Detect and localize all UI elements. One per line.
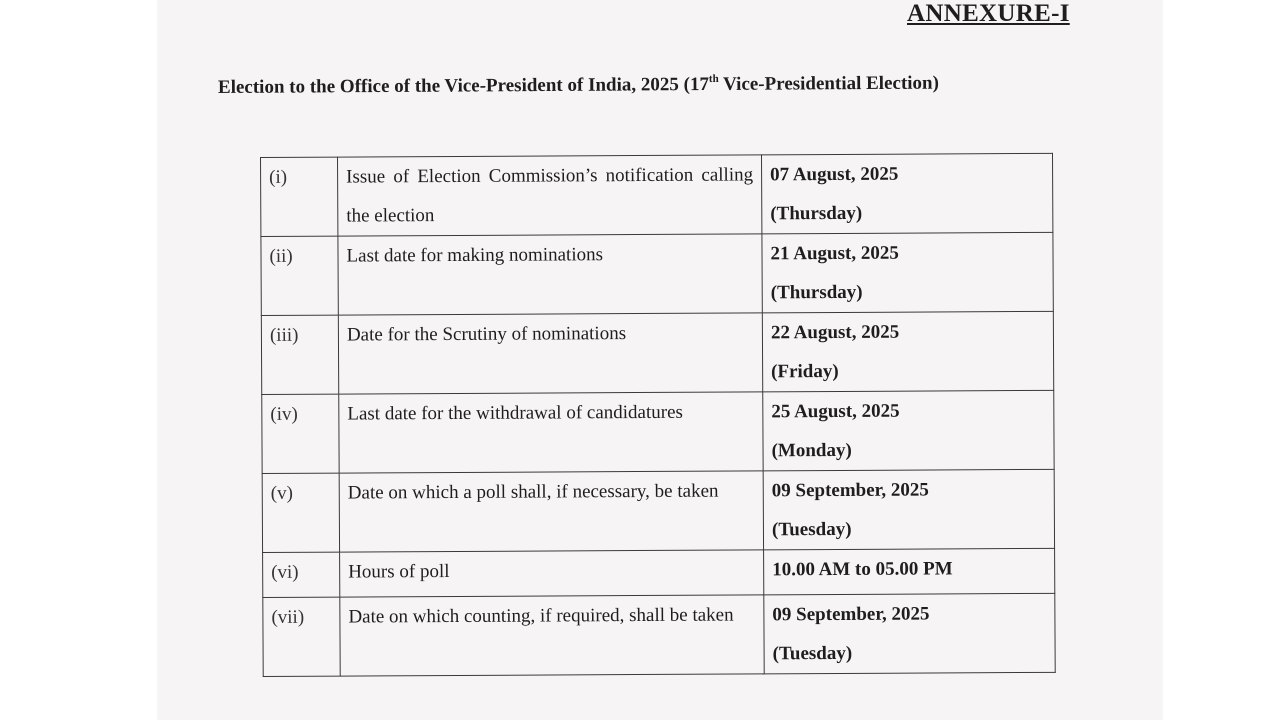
table-row xyxy=(263,593,1055,676)
serial-number: (iv) xyxy=(262,394,339,473)
event-description: Last date for making nominations xyxy=(338,234,762,315)
schedule-date-cell xyxy=(761,153,1052,234)
table-row xyxy=(261,311,1053,394)
table-row xyxy=(262,469,1054,552)
event-description: Issue of Election Commission’s notification calling the election xyxy=(338,155,762,236)
serial-number: (vi) xyxy=(263,552,340,597)
annexure-label: ANNEXURE-I xyxy=(907,0,1070,27)
schedule-day: (Tuesday) xyxy=(771,518,852,541)
schedule-date: 09 September, 2025 xyxy=(772,603,930,626)
schedule-day: (Monday) xyxy=(771,439,852,462)
schedule-day: (Friday) xyxy=(771,360,839,383)
election-schedule-table xyxy=(260,153,1056,677)
schedule-date-cell xyxy=(763,390,1054,471)
heading-text-end: Vice-Presidential Election) xyxy=(718,72,939,95)
table-row xyxy=(261,153,1053,236)
schedule-day: (Thursday) xyxy=(770,281,863,304)
heading-text: Election to the Office of the Vice-President of India, 2025 (17 xyxy=(217,74,709,98)
schedule-date: 09 September, 2025 xyxy=(771,479,929,502)
schedule-date: 07 August, 2025 xyxy=(770,163,899,186)
table-row xyxy=(262,390,1054,473)
schedule-date-cell xyxy=(764,548,1055,595)
schedule-day: (Thursday) xyxy=(770,202,863,225)
schedule-date: 25 August, 2025 xyxy=(771,400,900,423)
event-description: Hours of poll xyxy=(340,550,764,597)
table-row xyxy=(263,548,1055,597)
schedule-date-cell xyxy=(762,232,1053,313)
serial-number: (i) xyxy=(261,157,338,236)
schedule-date-cell xyxy=(764,593,1055,674)
event-description: Date for the Scrutiny of nominations xyxy=(338,313,762,394)
document-heading xyxy=(218,70,1098,101)
table-row xyxy=(261,232,1053,315)
schedule-date: 10.00 AM to 05.00 PM xyxy=(772,558,953,581)
serial-number: (vii) xyxy=(263,597,340,676)
event-description: Date on which counting, if required, shall be taken xyxy=(340,595,764,676)
schedule-day: (Tuesday) xyxy=(772,642,853,665)
schedule-date: 22 August, 2025 xyxy=(770,321,900,344)
serial-number: (v) xyxy=(262,473,339,552)
schedule-date: 21 August, 2025 xyxy=(770,242,899,265)
event-description: Last date for the withdrawal of candidatures xyxy=(339,392,763,473)
schedule-date-cell xyxy=(762,311,1053,392)
serial-number: (iii) xyxy=(261,315,338,394)
heading-ordinal-suffix: th xyxy=(708,72,719,86)
schedule-date-cell xyxy=(763,469,1054,550)
event-description: Date on which a poll shall, if necessary, be taken xyxy=(339,471,763,552)
serial-number: (ii) xyxy=(261,236,338,315)
